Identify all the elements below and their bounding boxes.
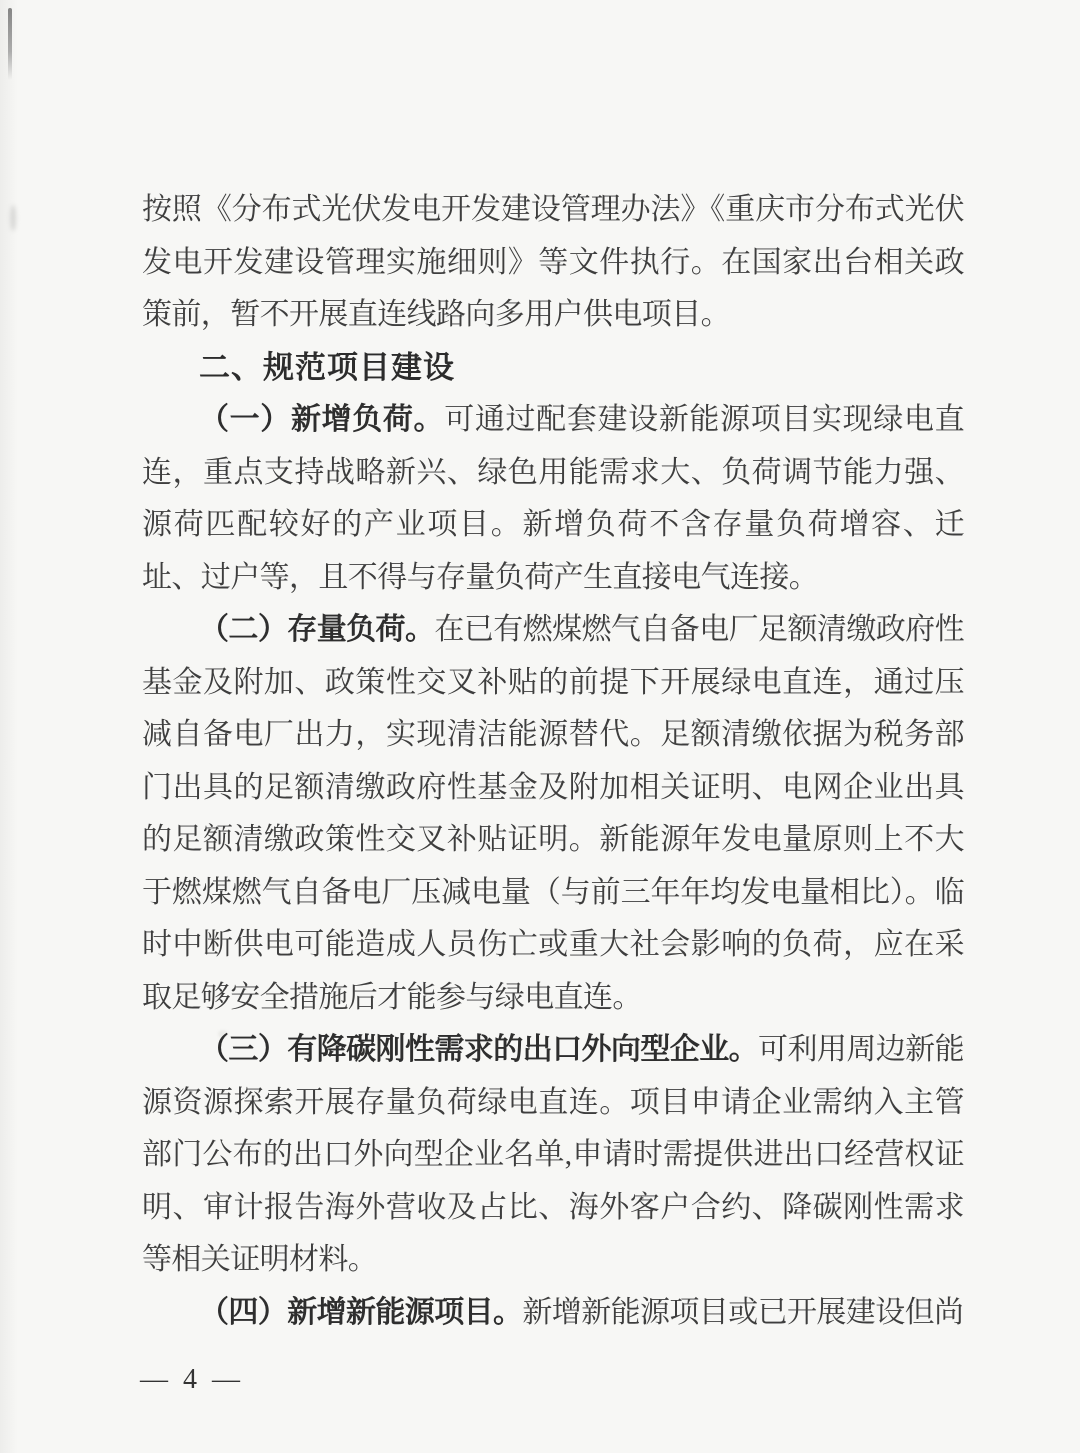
paragraph-text-3: 可利用周边新能源资源探索开展存量负荷绿电直连。项目申请企业需纳入主管部门公布的出口外向型企业名单,申请时需提供进出口经营权证明、审计报告海外营收及占比、海外客户合约、降碳刚性需求等相关证明材料。 [142,1033,964,1276]
paragraph-lead-1: （一）新增负荷。 [199,403,445,436]
scan-artifact-smudge [10,205,16,231]
document-body [142,184,964,1339]
paragraph-lead-3: （三）有降碳刚性需求的出口外向型企业。 [199,1033,759,1066]
paragraph-item-1 [142,394,964,604]
page-number: — 4 — [140,1364,244,1395]
paragraph-text-2: 在已有燃煤燃气自备电厂足额清缴政府性基金及附加、政策性交叉补贴的前提下开展绿电直连，通过压减自备电厂出力，实现清洁能源替代。足额清缴依据为税务部门出具的足额清缴政府性基金及附加相关证明、电网企业出具的足额清缴政策性交叉补贴证明。新能源年发电量原则上不大于燃煤燃气自备电厂压减电量（与前三年年均发电量相比）。临时中断供电可能造成人员伤亡或重大社会影响的负荷，应在采取足够安全措施后才能参与绿电直连。 [142,613,964,1014]
intro-paragraph: 按照《分布式光伏发电开发建设管理办法》《重庆市分布式光伏发电开发建设管理实施细则》等文件执行。在国家出台相关政策前，暂不开展直连线路向多用户供电项目。 [142,193,964,331]
scan-artifact-line [8,8,12,80]
paragraph-item-3 [142,1024,964,1287]
paragraph-text-4: 新增新能源项目或已开展建设但尚 [522,1295,964,1329]
paragraph-item-2 [142,604,964,1024]
paragraph-lead-2: （二）存量负荷。 [199,613,435,646]
paragraph-lead-4: （四）新增新能源项目。 [199,1295,523,1329]
paragraph-text-1: 可通过配套建设新能源项目实现绿电直连，重点支持战略新兴、绿色用能需求大、负荷调节能力强、源荷匹配较好的产业项目。新增负荷不含存量负荷增容、迁址、过户等，且不得与存量负荷产生直接电气连接。 [142,403,964,594]
section-heading: 二、规范项目建设 [199,349,455,385]
paragraph-item-4 [142,1287,964,1340]
